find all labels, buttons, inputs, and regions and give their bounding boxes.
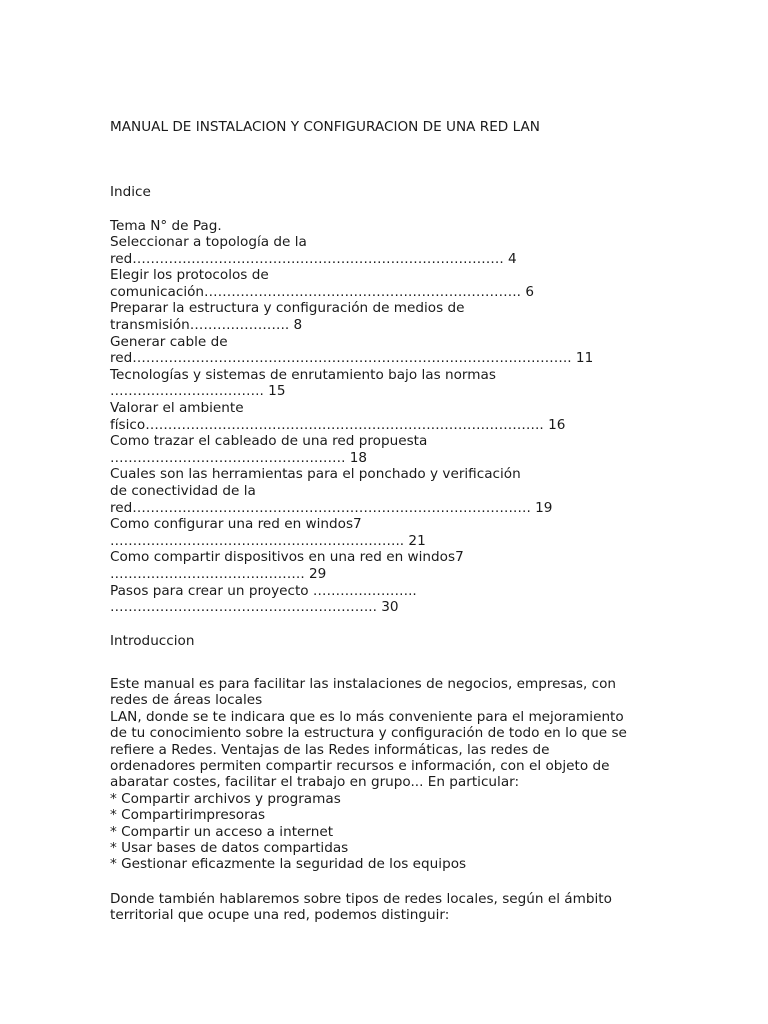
document-title: MANUAL DE INSTALACION Y CONFIGURACION DE UNA RED LAN (110, 119, 540, 135)
toc-line: Tecnologías y sistemas de enrutamiento bajo las normas (110, 366, 496, 383)
intro-line: abaratar costes, facilitar el trabajo en grupo... En particular: (110, 774, 520, 791)
toc-line: Seleccionar a topología de la (110, 234, 307, 250)
closing-line: territorial que ocupe una red, podemos distinguir: (110, 907, 450, 924)
intro-line: * Compartir archivos y programas (110, 790, 341, 807)
toc-line: Elegir los protocolos de (110, 267, 269, 284)
toc-line: de conectividad de la (110, 483, 256, 499)
intro-line: Este manual es para facilitar las instalaciones de negocios, empresas, con (110, 676, 617, 692)
toc-line: Pasos para crear un proyecto ………………….. (110, 582, 417, 599)
toc-line: transmisión…………………. 8 (110, 317, 303, 333)
index-heading: Indice (110, 184, 151, 200)
toc-line: ……………………………………………. 18 (110, 449, 368, 466)
toc-line: red………………………………………………………………………. 4 (110, 250, 517, 267)
intro-line: ordenadores permiten compartir recursos e información, con el objeto de (110, 758, 610, 774)
toc-line: ……………………………………………………….. 21 (110, 532, 426, 549)
toc-line: comunicación……………………………………………………………. 6 (110, 283, 534, 300)
toc-line: red……………………………………………………………………………………. 11 (110, 350, 594, 367)
intro-line: de tu conocimiento sobre la estructura y configuración de todo en lo que se (110, 725, 627, 742)
index-header: Tema N° de Pag. (110, 218, 222, 234)
toc-line: Como trazar el cableado de una red propuesta (110, 433, 428, 450)
closing-line: Donde también hablaremos sobre tipos de redes locales, según el ámbito (110, 891, 612, 907)
intro-line: * Usar bases de datos compartidas (110, 840, 349, 856)
toc-line: Como compartir dispositivos en una red en windos7 (110, 549, 464, 566)
toc-line: Valorar el ambiente (110, 400, 244, 416)
intro-line: redes de áreas locales (110, 692, 263, 709)
intro-heading: Introduccion (110, 633, 195, 649)
intro-line: * Compartirimpresoras (110, 807, 266, 824)
intro-line: * Compartir un acceso a internet (110, 823, 334, 840)
toc-line: red……………………………………………………………………………. 19 (110, 499, 553, 516)
intro-line: * Gestionar eficazmente la seguridad de los equipos (110, 856, 467, 873)
intro-line: LAN, donde se te indicara que es lo más conveniente para el mejoramiento (110, 708, 624, 725)
toc-line: físico……………………………………………………………………………. 16 (110, 416, 566, 433)
toc-line: Como configurar una red en windos7 (110, 516, 362, 533)
toc-line: ……………………………………. 29 (110, 566, 327, 582)
toc-line: ……………………………. 15 (110, 383, 286, 400)
toc-line: ………………………………………………….. 30 (110, 599, 399, 616)
toc-line: Generar cable de (110, 333, 228, 350)
toc-line: Preparar la estructura y configuración de medios de (110, 300, 465, 317)
toc-line: Cuales son las herramientas para el ponchado y verificación (110, 466, 521, 483)
intro-line: refiere a Redes. Ventajas de las Redes informáticas, las redes de (110, 741, 550, 758)
